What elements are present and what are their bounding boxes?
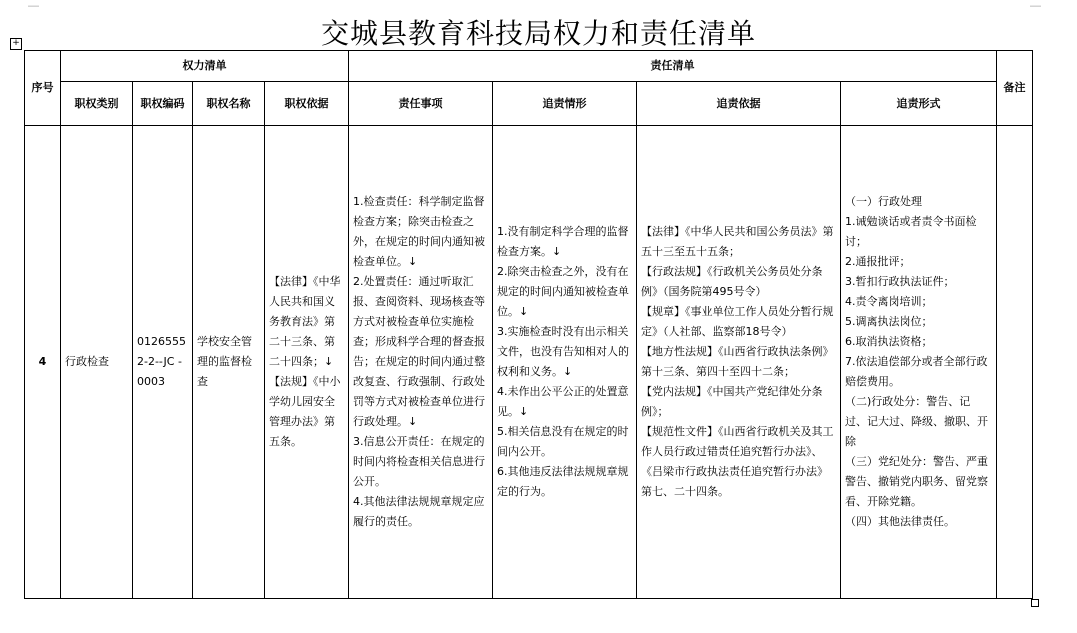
header-resp-items: 责任事项 [349, 82, 493, 126]
row-seq: 4 [25, 126, 61, 599]
header-accountability-basis: 追责依据 [637, 82, 841, 126]
page-corner-mark-right: — [1030, 0, 1041, 12]
header-power-list: 权力清单 [61, 51, 349, 82]
table-row [25, 126, 1033, 599]
header-seq: 序号 [25, 51, 61, 126]
row-remarks [997, 126, 1033, 599]
header-remarks: 备注 [997, 51, 1033, 126]
row-power-code: 0126555 2-2--JC -0003 [133, 126, 193, 599]
row-accountability-forms: （一）行政处理 1.诫勉谈话或者责令书面检讨； 2.通报批评； 3.暂扣行政执法证件； 4.责令离岗培训； 5.调离执法岗位； 6.取消执法资格； 7.依法追偿部分或者全部行政赔偿费用。 （二)行政处分：警告、记过、记大过、降级、撤职、开除 （三）党纪处分：警告、严重警告、撤销党内职务、留党察看、开除党籍。 （四）其他法律责任。 [841, 126, 997, 599]
header-responsibility-list: 责任清单 [349, 51, 997, 82]
row-power-type: 行政检查 [61, 126, 133, 599]
header-accountability-forms: 追责形式 [841, 82, 997, 126]
header-power-code: 职权编码 [133, 82, 193, 126]
table-resize-handle-icon[interactable] [1031, 599, 1039, 607]
header-accountability-cases: 追责情形 [493, 82, 637, 126]
page-corner-mark-left: — [28, 0, 39, 12]
table-move-handle-icon[interactable]: + [10, 38, 22, 50]
header-power-basis: 职权依据 [265, 82, 349, 126]
header-power-name: 职权名称 [193, 82, 265, 126]
page-title: 交城县教育科技局权力和责任清单 [320, 17, 756, 50]
row-power-name: 学校安全管理的监督检查 [193, 126, 265, 599]
header-power-type: 职权类别 [61, 82, 133, 126]
row-power-basis: 【法律】《中华人民共和国义务教育法》第二十三条、第二十四条；↓ 【法规】《中小学幼儿园安全管理办法》第五条。 [265, 126, 349, 599]
row-accountability-basis: 【法律】《中华人民共和国公务员法》第五十三至五十五条； 【行政法规】《行政机关公务员处分条例》（国务院第495号令） 【规章】《事业单位工作人员处分暂行规定》（人社部、监察部18号令） 【地方性法规】《山西省行政执法条例》第十三条、第四十至四十二条； 【党内法规】《中国共产党纪律处分条例》； 【规范性文件】《山西省行政机关及其工作人员行政过错责任追究暂行办法》、《吕梁市行政执法责任追究暂行办法》第七、二十四条。 [637, 126, 841, 599]
power-responsibility-table [24, 50, 1033, 599]
row-accountability-cases: 1.没有制定科学合理的监督检查方案。↓ 2.除突击检查之外，没有在规定的时间内通知被检查单位。↓ 3.实施检查时没有出示相关文件，也没有告知相对人的权利和义务。↓ 4.未作出公平公正的处置意见。↓ 5.相关信息没有在规定的时间内公开。 6.其他违反法律法规规章规定的行为。 [493, 126, 637, 599]
row-resp-items: 1.检查责任：科学制定监督检查方案；除突击检查之外，在规定的时间内通知被检查单位。↓ 2.处置责任：通过听取汇报、查阅资料、现场核查等方式对被检查单位实施检查；形成科学合理的督查报告；在规定的时间内通过整改复查、行政强制、行政处罚等方式对被检查单位进行行政处理。↓ 3.信息公开责任：在规定的时间内将检查相关信息进行公开。 4.其他法律法规规章规定应履行的责任。 [349, 126, 493, 599]
